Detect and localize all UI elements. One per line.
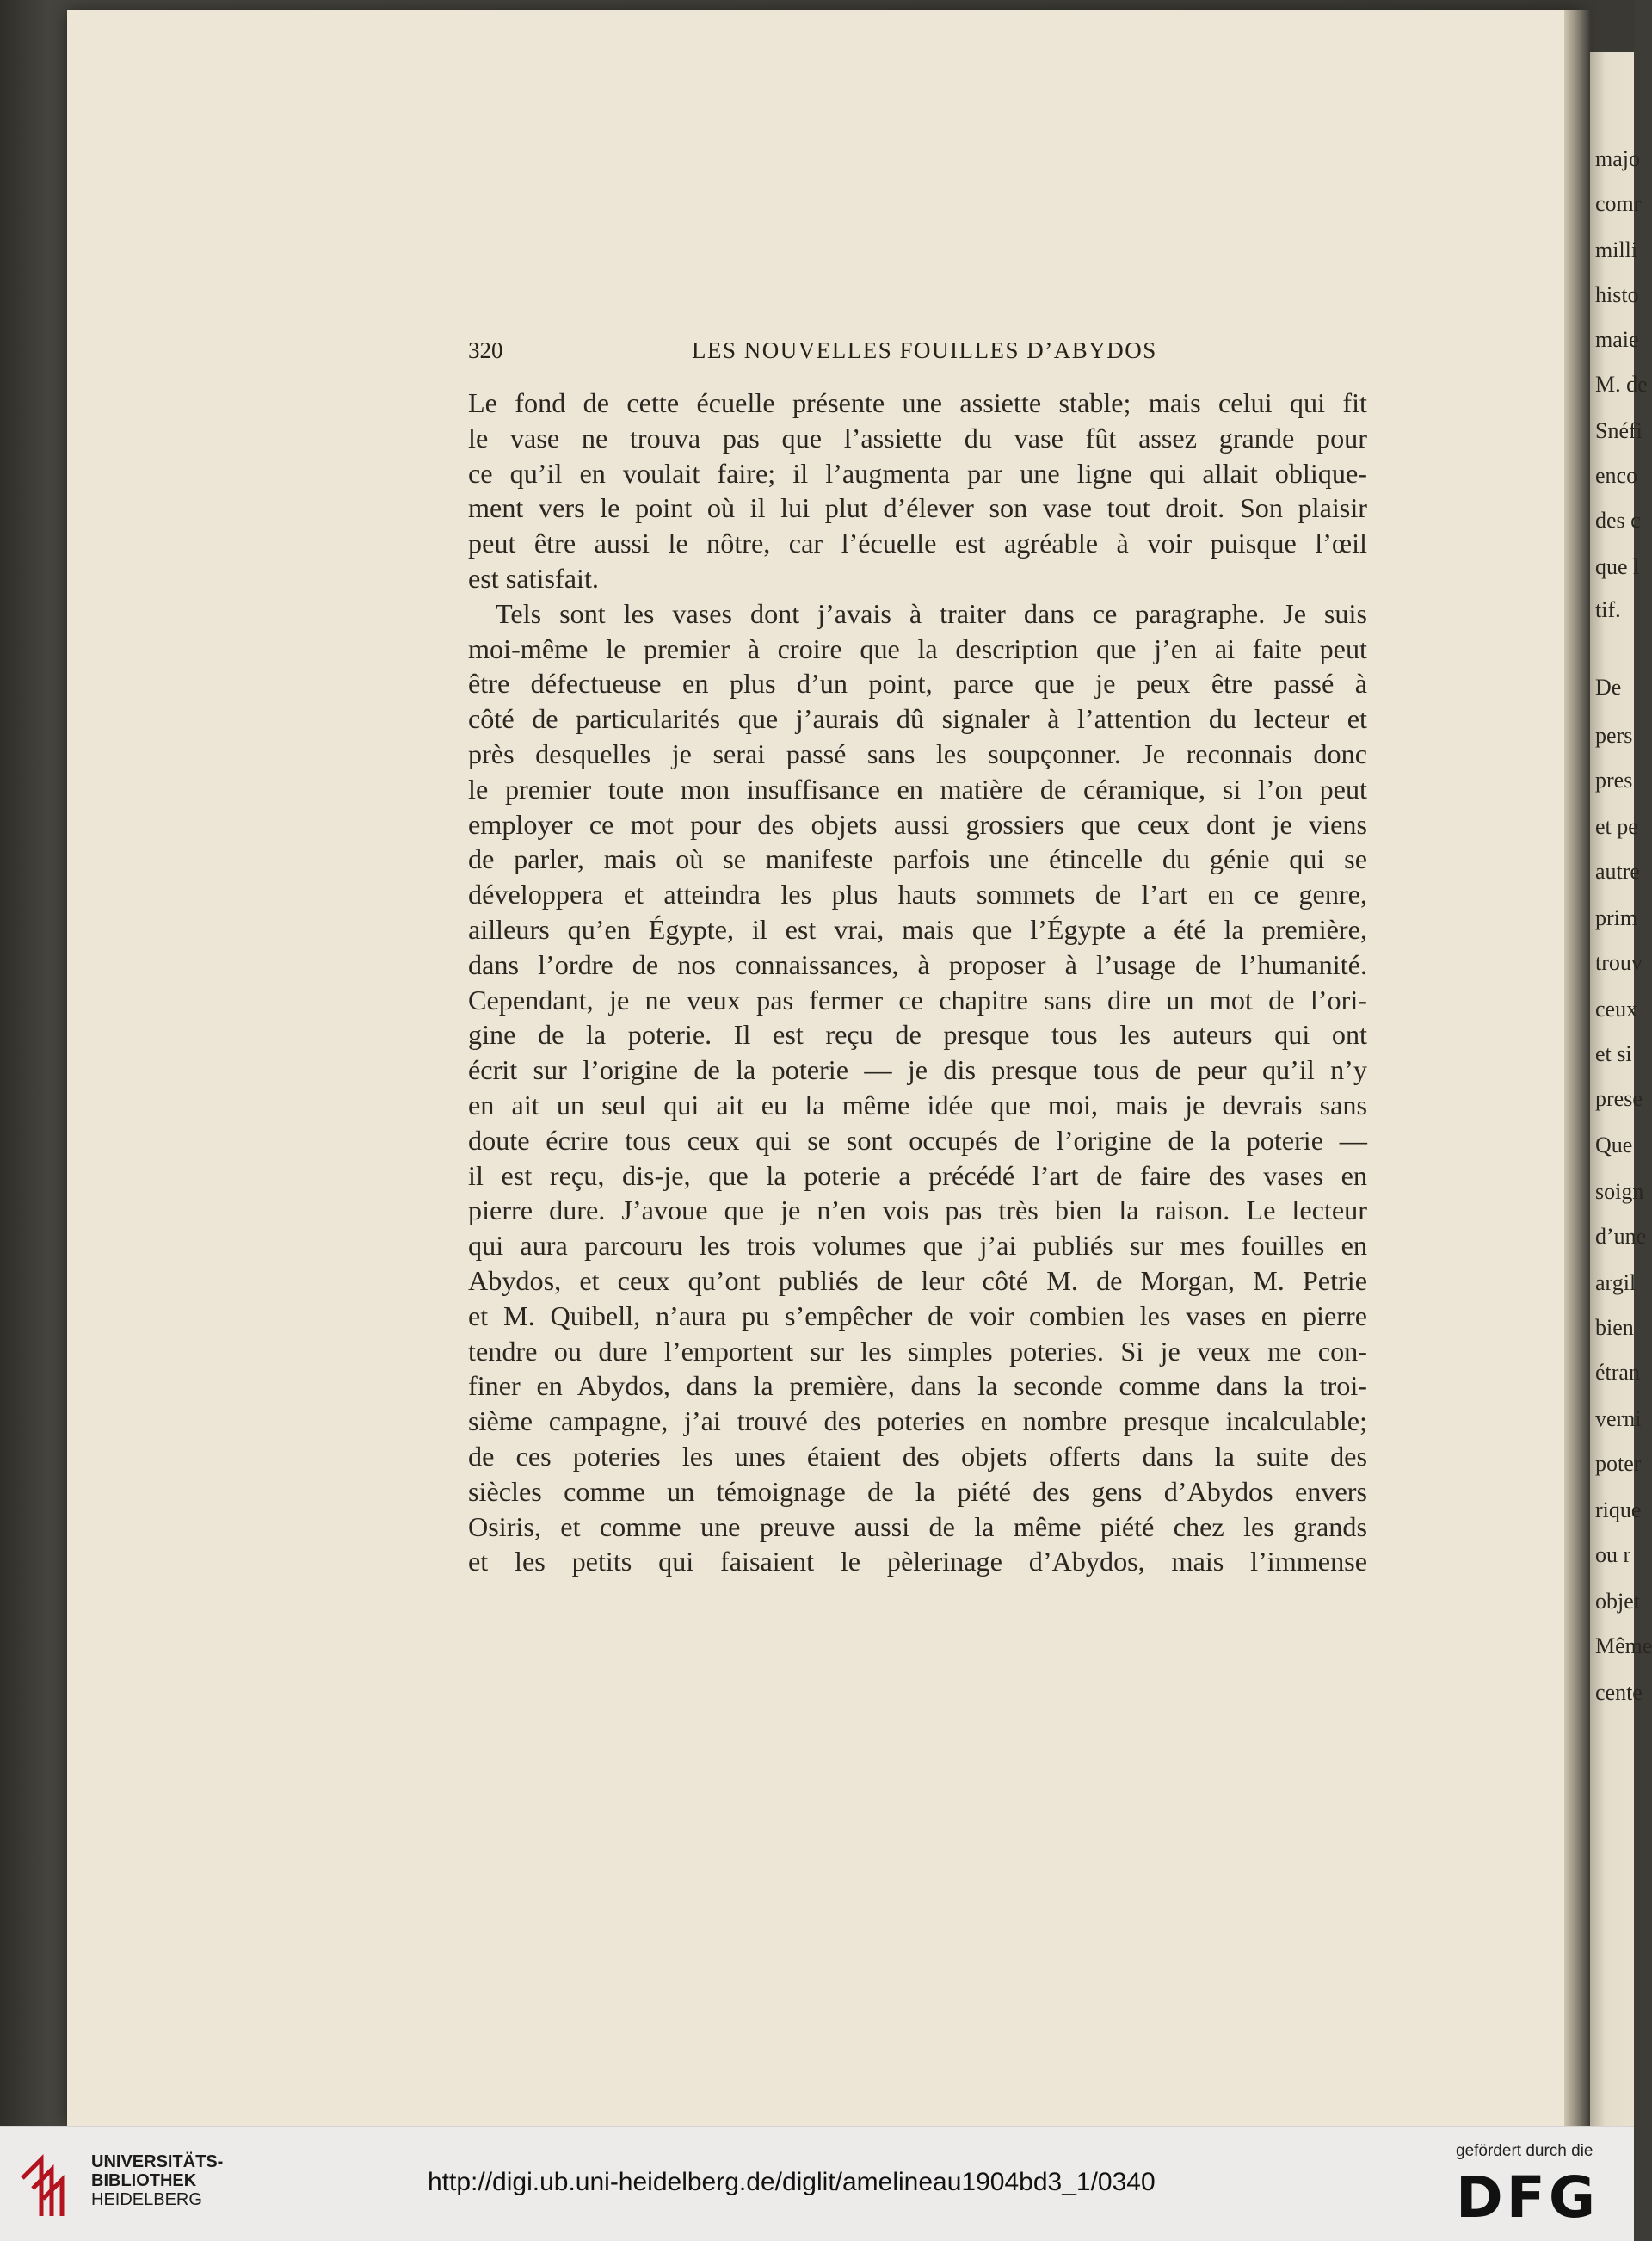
text-line: il est reçu, dis-je, que la poterie a précédé l’art de faire des vases en	[468, 1159, 1367, 1191]
facing-page-fragment: maie	[1595, 327, 1639, 352]
text-line: Tels sont les vases dont j’avais à traiter dans ce paragraphe. Je suis	[496, 597, 1367, 629]
library-name	[91, 2152, 223, 2209]
facing-page-fragment: Même	[1595, 1633, 1652, 1658]
text-line: dans l’ordre de nos connaissances, à proposer à l’usage de l’humanité.	[468, 948, 1367, 980]
library-name-line3: HEIDELBERG	[91, 2190, 202, 2209]
facing-page-fragment: objet	[1595, 1589, 1640, 1614]
facing-page-fragment: Snéfi	[1595, 418, 1643, 443]
facing-page-fragment: prim	[1595, 905, 1638, 930]
text-line: ailleurs qu’en Égypte, il est vrai, mais que l’Égypte a été la première,	[468, 913, 1367, 945]
text-line: ment vers le point où il lui plut d’élever son vase tout droit. Son plaisir	[468, 492, 1367, 524]
facing-page-fragment: Que	[1595, 1133, 1633, 1158]
facing-page-fragment: ou r	[1595, 1542, 1631, 1567]
text-line: peut être aussi le nôtre, car l’écuelle est agréable à voir puisque l’œil	[468, 528, 1367, 559]
text-line: ce qu’il en voulait faire; il l’augmenta par une ligne qui allait oblique-	[468, 457, 1367, 489]
facing-page-fragment: pers	[1595, 723, 1633, 748]
text-line: le premier toute mon insuffisance en matière de céramique, si l’on peut	[468, 773, 1367, 805]
text-line: près desquelles je serai passé sans les soupçonner. Je reconnais donc	[468, 738, 1367, 769]
facing-page-fragment: argil	[1595, 1270, 1637, 1295]
text-line: et les petits qui faisaient le pèlerinage d’Abydos, mais l’immense	[468, 1546, 1367, 1577]
facing-page-fragment: étran	[1595, 1360, 1640, 1385]
text-line: Abydos, et ceux qu’ont publiés de leur côté M. de Morgan, M. Petrie	[468, 1264, 1367, 1296]
page-number: 320	[468, 337, 503, 363]
facing-page-fragment: des c	[1595, 508, 1641, 533]
text-line: et M. Quibell, n’aura pu s’empêcher de voir combien les vases en pierre	[468, 1300, 1367, 1331]
facing-page-fragment: et si	[1595, 1041, 1632, 1066]
text-line: Le fond de cette écuelle présente une assiette stable; mais celui qui fit	[468, 387, 1367, 418]
library-name-line2: BIBLIOTHEK	[91, 2171, 197, 2190]
facing-page-fragment: milli	[1595, 238, 1638, 262]
text-line: tendre ou dure l’emportent sur les simples poteries. Si je veux me con-	[468, 1335, 1367, 1367]
dfg-logo: DFG	[1456, 2164, 1600, 2231]
text-line: de parler, mais où se manifeste parfois une étincelle du génie qui se	[468, 843, 1367, 875]
facing-page-fragment: autre	[1595, 859, 1640, 884]
running-head	[468, 337, 1367, 370]
facing-page-fragment: poter	[1595, 1451, 1642, 1476]
library-name-line1: UNIVERSITÄTS-	[91, 2152, 224, 2171]
text-line: en ait un seul qui ait eu la même idée que moi, mais je devrais sans	[468, 1089, 1367, 1120]
text-line: finer en Abydos, dans la première, dans la seconde comme dans la troi-	[468, 1370, 1367, 1402]
text-line: être défectueuse en plus d’un point, parce que je peux être passé à	[468, 668, 1367, 700]
text-line: de ces poteries les unes étaient des objets offerts dans la suite des	[468, 1440, 1367, 1472]
facing-page-edge	[1590, 52, 1652, 2126]
text-line: le vase ne trouva pas que l’assiette du vase fût assez grande pour	[468, 422, 1367, 454]
facing-page-fragment: enco	[1595, 463, 1638, 488]
facing-page-fragment: pres	[1595, 768, 1633, 793]
facing-page-fragment: cente	[1595, 1680, 1643, 1705]
body-text	[468, 386, 1367, 1579]
university-library-logo-icon	[15, 2144, 76, 2221]
facing-page-fragment: prese	[1595, 1086, 1643, 1111]
text-line: gine de la poterie. Il est reçu de presque tous les auteurs qui ont	[468, 1019, 1367, 1051]
text-line: moi-même le premier à croire que la description que j’en ai faite peut	[468, 633, 1367, 664]
funding-label: gefördert durch die	[1456, 2142, 1593, 2160]
text-line: pierre dure. J’avoue que je n’en vois pas très bien la raison. Le lecteur	[468, 1195, 1367, 1226]
facing-page-fragment: que l	[1595, 554, 1640, 579]
text-line: qui aura parcouru les trois volumes que j’ai publiés sur mes fouilles en	[468, 1230, 1367, 1262]
text-line: doute écrire tous ceux qui se sont occupés de l’origine de la poterie —	[468, 1124, 1367, 1156]
facing-page-fragment: d’une	[1595, 1224, 1647, 1249]
text-line: employer ce mot pour des objets aussi grossiers que ceux dont je viens	[468, 808, 1367, 840]
facing-page-fragment: tif.	[1595, 597, 1621, 622]
text-line: côté de particularités que j’aurais dû signaler à l’attention du lecteur et	[468, 703, 1367, 735]
page-fold	[1564, 10, 1590, 2126]
permalink-url[interactable]: http://digi.ub.uni-heidelberg.de/diglit/amelineau1904bd3_1/0340	[428, 2168, 1156, 2196]
facing-page-fragment: et pe	[1595, 814, 1638, 839]
facing-page-fragment: bien	[1595, 1315, 1634, 1340]
facing-page-fragment: comr	[1595, 191, 1642, 216]
text-line: Osiris, et comme une preuve aussi de la même piété chez les grands	[468, 1510, 1367, 1542]
text-line: sième campagne, j’ai trouvé des poteries en nombre presque incalculable;	[468, 1405, 1367, 1437]
text-line: écrit sur l’origine de la poterie — je dis presque tous de peur qu’il n’y	[468, 1054, 1367, 1086]
text-line: Cependant, je ne veux pas fermer ce chapitre sans dire un mot de l’ori-	[468, 984, 1367, 1016]
facing-page-fragment: trouv	[1595, 950, 1643, 975]
facing-page-fragment: ceux	[1595, 997, 1638, 1022]
running-title: LES NOUVELLES FOUILLES D’ABYDOS	[692, 337, 1157, 363]
facing-page-fragment: rique	[1595, 1497, 1642, 1522]
facing-page-fragment: M. de	[1595, 372, 1648, 397]
facing-page-fragment: histo	[1595, 282, 1639, 307]
viewer-footer	[0, 2126, 1634, 2241]
text-line: siècles comme un témoignage de la piété des gens d’Abydos envers	[468, 1475, 1367, 1507]
facing-page-fragment: De	[1595, 675, 1622, 700]
facing-page-fragment: majo	[1595, 146, 1640, 171]
facing-page-fragment: verni	[1595, 1406, 1642, 1431]
text-line: est satisfait.	[468, 562, 599, 594]
text-line: développera et atteindra les plus hauts sommets de l’art en ce genre,	[468, 879, 1367, 911]
facing-page-fragment: soign	[1595, 1179, 1644, 1204]
